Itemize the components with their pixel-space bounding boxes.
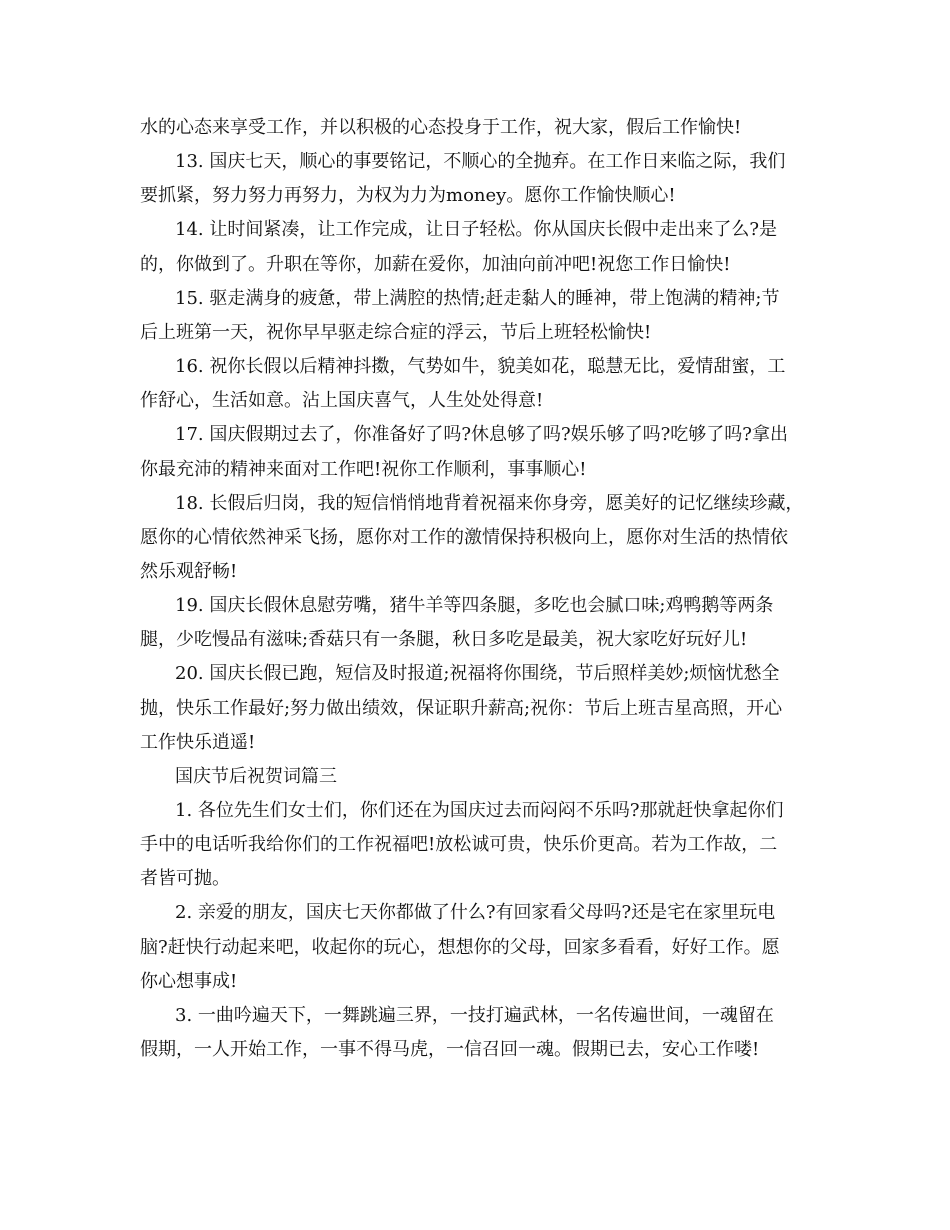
- text-line: 15. 驱走满身的疲惫，带上满腔的热情;赶走黏人的睡神，带上饱满的精神;节: [175, 287, 780, 309]
- text-line: 20. 国庆长假已跑，短信及时报道;祝福将你围绕，节后照样美妙;烦恼忧愁全: [175, 663, 780, 685]
- text-line: 16. 祝你长假以后精神抖擞，气势如牛，貌美如花，聪慧无比，爱情甜蜜，工: [175, 356, 786, 378]
- text-line: 3. 一曲吟遍天下，一舞跳遍三界，一技打遍武林，一名传遍世间，一魂留在: [175, 1004, 774, 1026]
- text-line: 作舒心，生活如意。沾上国庆喜气，人生处处得意!: [140, 390, 544, 412]
- text-line: 18. 长假后归岗，我的短信悄悄地背着祝福来你身旁，愿美好的记忆继续珍藏，: [175, 492, 804, 514]
- text-line: 后上班第一天，祝你早早驱走综合症的浮云，节后上班轻松愉快!: [140, 321, 652, 343]
- text-line: 1. 各位先生们女士们，你们还在为国庆过去而闷闷不乐吗?那就赶快拿起你们: [175, 800, 784, 821]
- text-line: 者皆可抛。: [140, 868, 230, 890]
- text-line: 你最充沛的精神来面对工作吧!祝你工作顺利，事事顺心!: [140, 458, 587, 480]
- text-line: 愿你的心情依然神采飞扬，愿你对工作的激情保持积极向上，愿你对生活的热情依: [140, 526, 788, 548]
- text-line: 脑?赶快行动起来吧，收起你的玩心，想想你的父母，回家多看看，好好工作。愿: [140, 936, 780, 958]
- text-line: 2. 亲爱的朋友，国庆七天你都做了什么?有回家看父母吗?还是宅在家里玩电: [175, 902, 776, 924]
- text-line: 要抓紧，努力努力再努力，为权为力为money。愿你工作愉快顺心!: [140, 185, 676, 207]
- text-line: 抛，快乐工作最好;努力做出绩效，保证职升薪高;祝你：节后上班吉星高照，开心: [140, 697, 783, 719]
- text-line: 国庆节后祝贺词篇三: [175, 765, 337, 787]
- text-line: 你心想事成!: [140, 970, 238, 992]
- text-line: 然乐观舒畅!: [140, 560, 238, 582]
- text-line: 水的心态来享受工作，并以积极的心态投身于工作，祝大家，假后工作愉快!: [140, 117, 742, 138]
- text-line: 假期，一人开始工作，一事不得马虎，一信召回一魂。假期已去，安心工作喽!: [140, 1039, 760, 1061]
- text-line: 17. 国庆假期过去了，你准备好了吗?休息够了吗?娱乐够了吗?吃够了吗?拿出: [175, 424, 788, 446]
- text-line: 的，你做到了。升职在等你，加薪在爱你，加油向前冲吧!祝您工作日愉快!: [140, 253, 731, 275]
- text-line: 13. 国庆七天，顺心的事要铭记，不顺心的全抛弃。在工作日来临之际，我们: [175, 151, 786, 173]
- text-line: 19. 国庆长假休息慰劳嘴，猪牛羊等四条腿，多吃也会腻口味;鸡鸭鹅等两条: [175, 595, 774, 617]
- text-line: 工作快乐逍遥!: [140, 731, 256, 753]
- text-line: 14. 让时间紧凑，让工作完成，让日子轻松。你从国庆长假中走出来了么?是: [175, 219, 777, 241]
- text-line: 腿，少吃慢品有滋味;香菇只有一条腿，秋日多吃是最美，祝大家吃好玩好儿!: [140, 629, 748, 651]
- text-line: 手中的电话听我给你们的工作祝福吧!放松诚可贵，快乐价更高。若为工作故，二: [140, 834, 778, 856]
